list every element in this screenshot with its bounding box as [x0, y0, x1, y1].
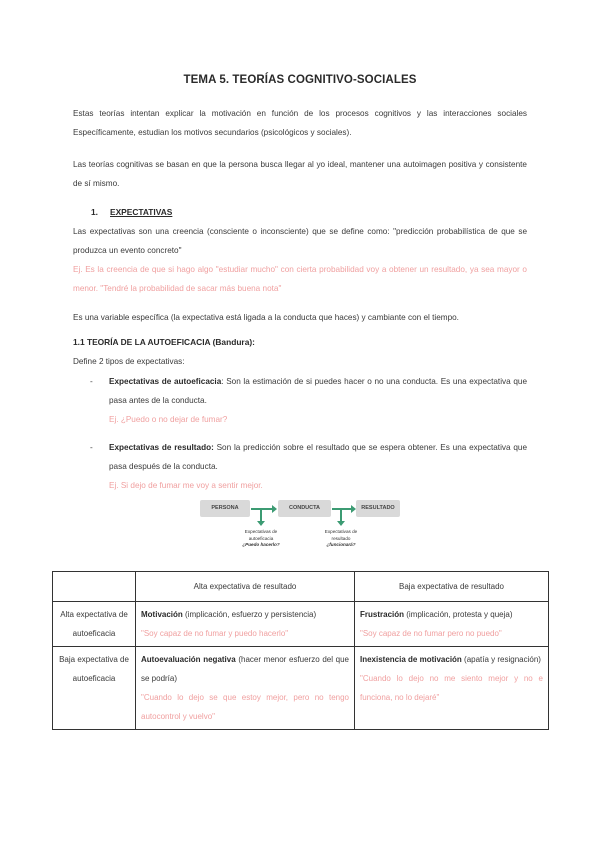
diagram-caption-resultado	[311, 529, 371, 549]
list-item-resultado	[90, 438, 527, 495]
cell-term: Motivación	[141, 610, 183, 619]
list-item-text: Son la predicción sobre el resultado que se espera obtener. Es una expectativa que pasa después de la conducta.	[109, 443, 527, 471]
expectativas-example: Ej. Es la creencia de que si hago algo "estudiar mucho" con cierta probabilidad voy a obtener un resultado, ya sea mayor o menor. "Tendré la probabilidad de sacar más buena nota"	[73, 265, 527, 293]
table-cell	[355, 602, 549, 647]
diagram-box-resultado: RESULTADO	[356, 500, 400, 517]
table-cell	[136, 602, 355, 647]
intro-paragraph-1: Estas teorías intentan explicar la motivación en función de los procesos cognitivos y las interacciones sociales Específicamente, estudian los motivos secundarios (psicológicos y sociales).	[73, 109, 527, 137]
expectativas-definition: Las expectativas son una creencia (consciente o inconsciente) que se define como: "predicción probabilística de que se produzca un evento concreto"	[73, 227, 527, 255]
caption-line: autoeficacia	[248, 535, 274, 541]
list-item-term: Expectativas de resultado:	[109, 443, 214, 452]
table-cell	[136, 647, 355, 730]
diagram-box-persona: PERSONA	[200, 500, 250, 517]
cell-quote: "Soy capaz de no fumar pero no puedo"	[360, 629, 502, 638]
list-dash: -	[90, 377, 93, 386]
arrow-right-icon	[251, 508, 273, 510]
cell-desc: (apatía y resignación)	[461, 655, 541, 664]
table-header-alta-resultado: Alta expectativa de resultado	[136, 572, 355, 602]
row-label: Alta expectativa de autoeficacia	[53, 602, 136, 647]
table-header-baja-resultado: Baja expectativa de resultado	[355, 572, 549, 602]
row-label: Baja expectativa de autoeficacia	[53, 647, 136, 730]
section-heading-expectativas	[91, 207, 172, 217]
arrow-right-icon	[332, 508, 352, 510]
cell-desc: (hacer menor esfuerzo del que se podría)	[141, 655, 350, 683]
intro-paragraph-2: Las teorías cognitivas se basan en que la persona busca llegar al yo ideal, mantener una autoimagen positiva y consistente de sí mismo.	[73, 160, 527, 188]
list-item-term: Expectativas de autoeficacia	[109, 377, 222, 386]
caption-question: ¿funcionará?	[326, 542, 356, 547]
cell-quote: "Cuando lo dejo se que estoy mejor, pero no tengo autocontrol y vuelvo"	[141, 693, 349, 721]
cell-term: Inexistencia de motivación	[360, 655, 462, 664]
diagram-box-conducta: CONDUCTA	[278, 500, 331, 517]
caption-line: resultado	[331, 535, 351, 541]
arrow-down-icon	[260, 509, 262, 522]
diagram-caption-autoeficacia	[231, 529, 291, 549]
subsection-intro: Define 2 tipos de expectativas:	[73, 357, 185, 366]
expectativas-variable: Es una variable específica (la expectativa está ligada a la conducta que haces) y cambiante con el tiempo.	[73, 313, 459, 322]
section-number: 1.	[91, 207, 98, 217]
table-header-empty	[53, 572, 136, 602]
cell-desc: (implicación, esfuerzo y persistencia)	[182, 610, 317, 619]
section-title: EXPECTATIVAS	[110, 207, 173, 217]
caption-line: Expectativas de	[324, 529, 358, 534]
page-title: TEMA 5. TEORÍAS COGNITIVO-SOCIALES	[183, 74, 417, 86]
cell-quote: "Cuando lo dejo no me siento mejor y no e funciona, no lo dejaré"	[360, 674, 543, 702]
arrow-down-icon	[340, 509, 342, 522]
cell-term: Frustración	[360, 610, 405, 619]
subsection-heading-autoeficacia: 1.1 TEORÍA DE LA AUTOEFICACIA (Bandura):	[73, 337, 255, 347]
list-item-example: Ej. Si dejo de fumar me voy a sentir mejor.	[109, 481, 263, 490]
expectations-table	[52, 571, 549, 730]
table-row	[53, 647, 549, 730]
cell-quote: "Soy capaz de no fumar y puedo hacerlo"	[141, 629, 289, 638]
table-header-row	[53, 572, 549, 602]
list-item-example: Ej. ¿Puedo o no dejar de fumar?	[109, 415, 228, 424]
list-item-autoeficacia	[90, 372, 527, 429]
list-item-text: : Son la estimación de si puedes hacer o no una conducta. Es una expectativa que pasa antes de la conducta.	[109, 377, 527, 405]
table-cell	[355, 647, 549, 730]
flow-diagram	[200, 498, 400, 556]
table-row	[53, 602, 549, 647]
list-dash: -	[90, 443, 93, 452]
cell-term: Autoevaluación negativa	[141, 655, 236, 664]
caption-line: Expectativas de	[244, 529, 278, 534]
cell-desc: (implicación, protesta y queja)	[404, 610, 513, 619]
caption-question: ¿Puedo hacerlo?	[242, 542, 280, 547]
